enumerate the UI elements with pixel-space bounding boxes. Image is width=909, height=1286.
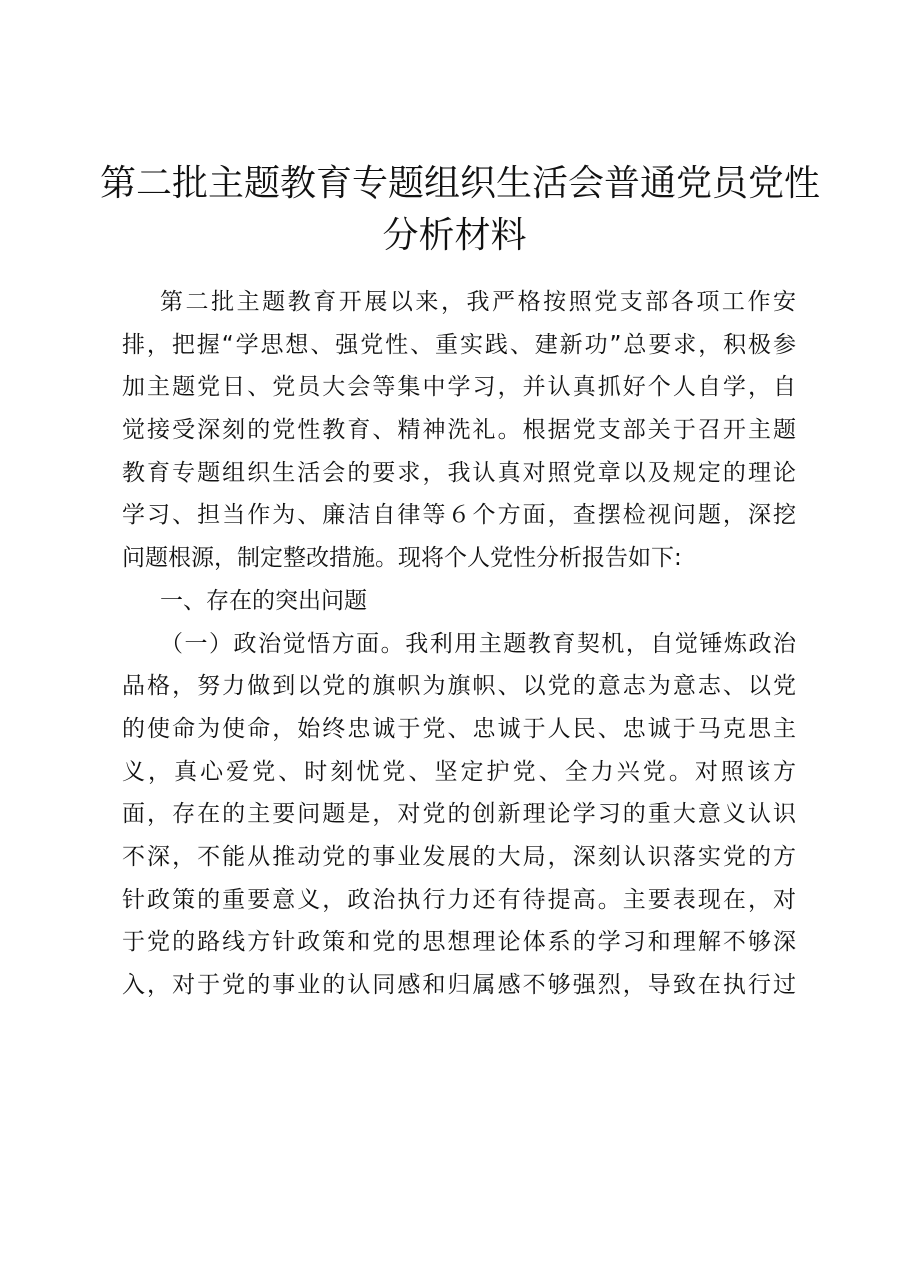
- paragraph-2-line-2: 品格，努力做到以党的旗帜为旗帜、以党的意志为意志、以党: [122, 673, 796, 700]
- document-title: [100, 158, 821, 262]
- paragraph-1-line-1: 第二批主题教育开展以来，我严格按照党支部各项工作安: [160, 289, 796, 315]
- paragraph-1-line-4: 觉接受深刻的党性教育、精神洗礼。根据党支部关于召开主题: [122, 417, 796, 444]
- paragraph-1-line-6: 学习、担当作为、廉洁自律等６个方面，查摆检视问题，深挖: [122, 502, 796, 529]
- paragraph-1-line-5: 教育专题组织生活会的要求，我认真对照党章以及规定的理论: [122, 459, 796, 486]
- paragraph-1-line-2: 排，把握“学思想、强党性、重实践、建新功”总要求，积极参: [122, 331, 796, 358]
- paragraph-2-line-3: 的使命为使命，始终忠诚于党、忠诚于人民、忠诚于马克思主: [122, 715, 796, 742]
- paragraph-2-line-9: 入，对于党的事业的认同感和归属感不够强烈，导致在执行过: [122, 972, 796, 998]
- document-body: [122, 281, 796, 1007]
- paragraph-2-line-4: 义，真心爱党、时刻忧党、坚定护党、全力兴党。对照该方: [122, 758, 796, 785]
- title-line-1: 第二批主题教育专题组织生活会普通党员党性: [100, 163, 821, 204]
- paragraph-2-line-7: 针政策的重要意义，政治执行力还有待提高。主要表现在，对: [122, 886, 796, 913]
- paragraph-2-line-5: 面，存在的主要问题是，对党的创新理论学习的重大意义认识: [122, 801, 796, 828]
- paragraph-2-line-1: （一）政治觉悟方面。我利用主题教育契机，自觉锤炼政治: [160, 630, 796, 657]
- paragraph-1-line-3: 加主题党日、党员大会等集中学习，并认真抓好个人自学，自: [122, 374, 796, 401]
- paragraph-2-line-6: 不深，不能从推动党的事业发展的大局，深刻认识落实党的方: [122, 843, 796, 870]
- title-line-2: 分析材料: [382, 215, 527, 256]
- paragraph-2-line-8: 于党的路线方针政策和党的思想理论体系的学习和理解不够深: [122, 929, 796, 956]
- section-heading: 一、存在的突出问题: [160, 587, 367, 614]
- paragraph-1-line-7: 问题根源，制定整改措施。现将个人党性分析报告如下:: [122, 545, 682, 572]
